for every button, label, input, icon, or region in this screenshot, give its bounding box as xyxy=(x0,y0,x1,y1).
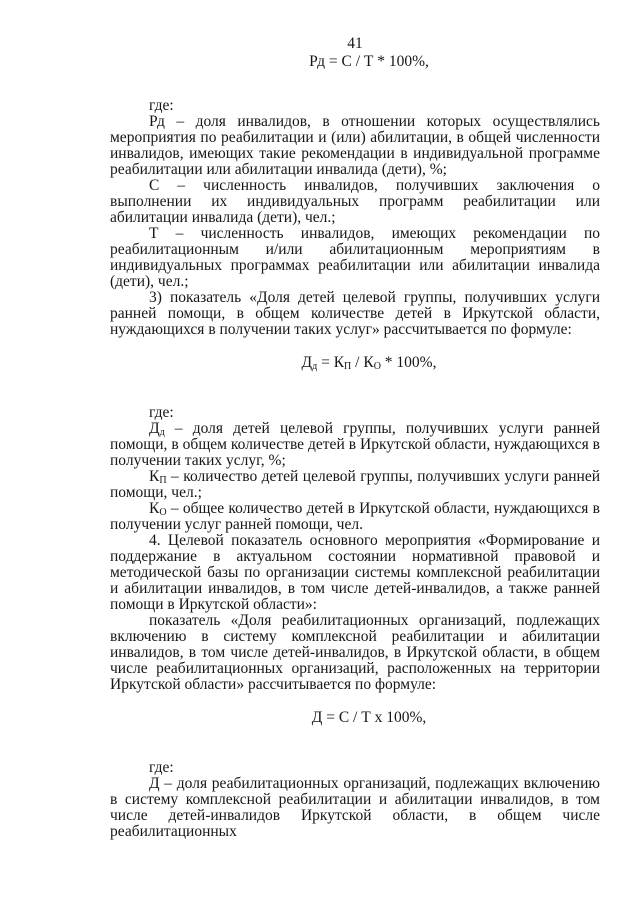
formula-ko-subscript: О xyxy=(373,361,381,372)
page-number: 41 xyxy=(347,35,363,52)
definition-kp xyxy=(110,469,600,501)
definition-ko-symbol: К xyxy=(149,500,160,517)
where-label-1: где: xyxy=(149,97,174,114)
definition-ko-subscript: О xyxy=(159,507,167,518)
definition-kp-symbol: К xyxy=(149,468,160,485)
definition-dd xyxy=(110,421,600,469)
formula-dd-symbol: Д xyxy=(301,354,313,371)
definition-dd-symbol: Д xyxy=(149,420,160,437)
formula-rd: Рд = С / Т * 100%, xyxy=(309,53,429,70)
formula-dd-divide: / К xyxy=(351,354,374,371)
formula-dd-tail: * 100%, xyxy=(380,354,437,371)
definition-c: С – численность инвалидов, получивших заключения о выполнении их индивидуальных программ реабилитации или абилитации инвалида (дети), чел.; xyxy=(110,177,600,226)
item-3-paragraph: 3) показатель «Доля детей целевой группы, получивших услуги ранней помощи, в общем количестве детей в Иркутской области, нуждающихся в получении таких услуг» рассчитывается по формуле: xyxy=(110,289,600,338)
indicator-paragraph: показатель «Доля реабилитационных организаций, подлежащих включению в систему комплексной реабилитации и абилитации инвалидов, в том числе детей-инвалидов, в Иркутской области, в общем числе реабилитационных организаций, расположенных на территории Иркутской области» рассчитывается по формуле: xyxy=(110,612,600,693)
item-4-paragraph: 4. Целевой показатель основного мероприятия «Формирование и поддержание в актуальном состоянии нормативной правовой и методической базы по организации системы комплексной реабилитации и абилитации инвалидов, в том числе детей-инвалидов, а также ранней помощи в Иркутской области»: xyxy=(110,532,600,613)
definition-dd-subscript: д xyxy=(159,427,165,438)
definition-kp-subscript: П xyxy=(159,475,167,486)
definition-kp-text: – количество детей целевой группы, получивших услуги ранней помощи, чел.; xyxy=(110,468,600,501)
where-label-3: где: xyxy=(149,759,174,776)
formula-d: Д = С / Т х 100%, xyxy=(311,709,427,726)
definition-rd: Рд – доля инвалидов, в отношении которых осуществлялись мероприятия по реабилитации и (или) абилитации, в общей численности инвалидов, имеющих такие рекомендации в индивидуальной программе реабилитации или абилитации инвалида (дети), %; xyxy=(110,113,600,178)
formula-dd-subscript: д xyxy=(312,361,318,372)
definition-ko-text: – общее количество детей в Иркутской области, нуждающихся в получении услуг ранней помощи, чел. xyxy=(110,500,600,533)
definition-t: Т – численность инвалидов, имеющих рекомендации по реабилитационным и/или абилитационным мероприятиям в индивидуальных программах реабилитации или абилитации инвалида (дети), чел.; xyxy=(110,225,600,290)
document-page xyxy=(110,36,600,840)
definition-d: Д – доля реабилитационных организаций, подлежащих включению в систему комплексной реабилитации и абилитации инвалидов, в том числе детей-инвалидов Иркутской области, в общем числе реабилитационных xyxy=(110,775,600,840)
definition-dd-text: – доля детей целевой группы, получивших услуги ранней помощи, в общем количестве детей в Иркутской области, нуждающихся в получении таких услуг, %; xyxy=(110,420,600,469)
formula-dd-equals: = К xyxy=(317,354,345,371)
formula-dd xyxy=(110,355,600,371)
formula-kp-subscript: П xyxy=(344,361,352,372)
definition-ko xyxy=(110,501,600,533)
where-label-2: где: xyxy=(149,404,174,421)
